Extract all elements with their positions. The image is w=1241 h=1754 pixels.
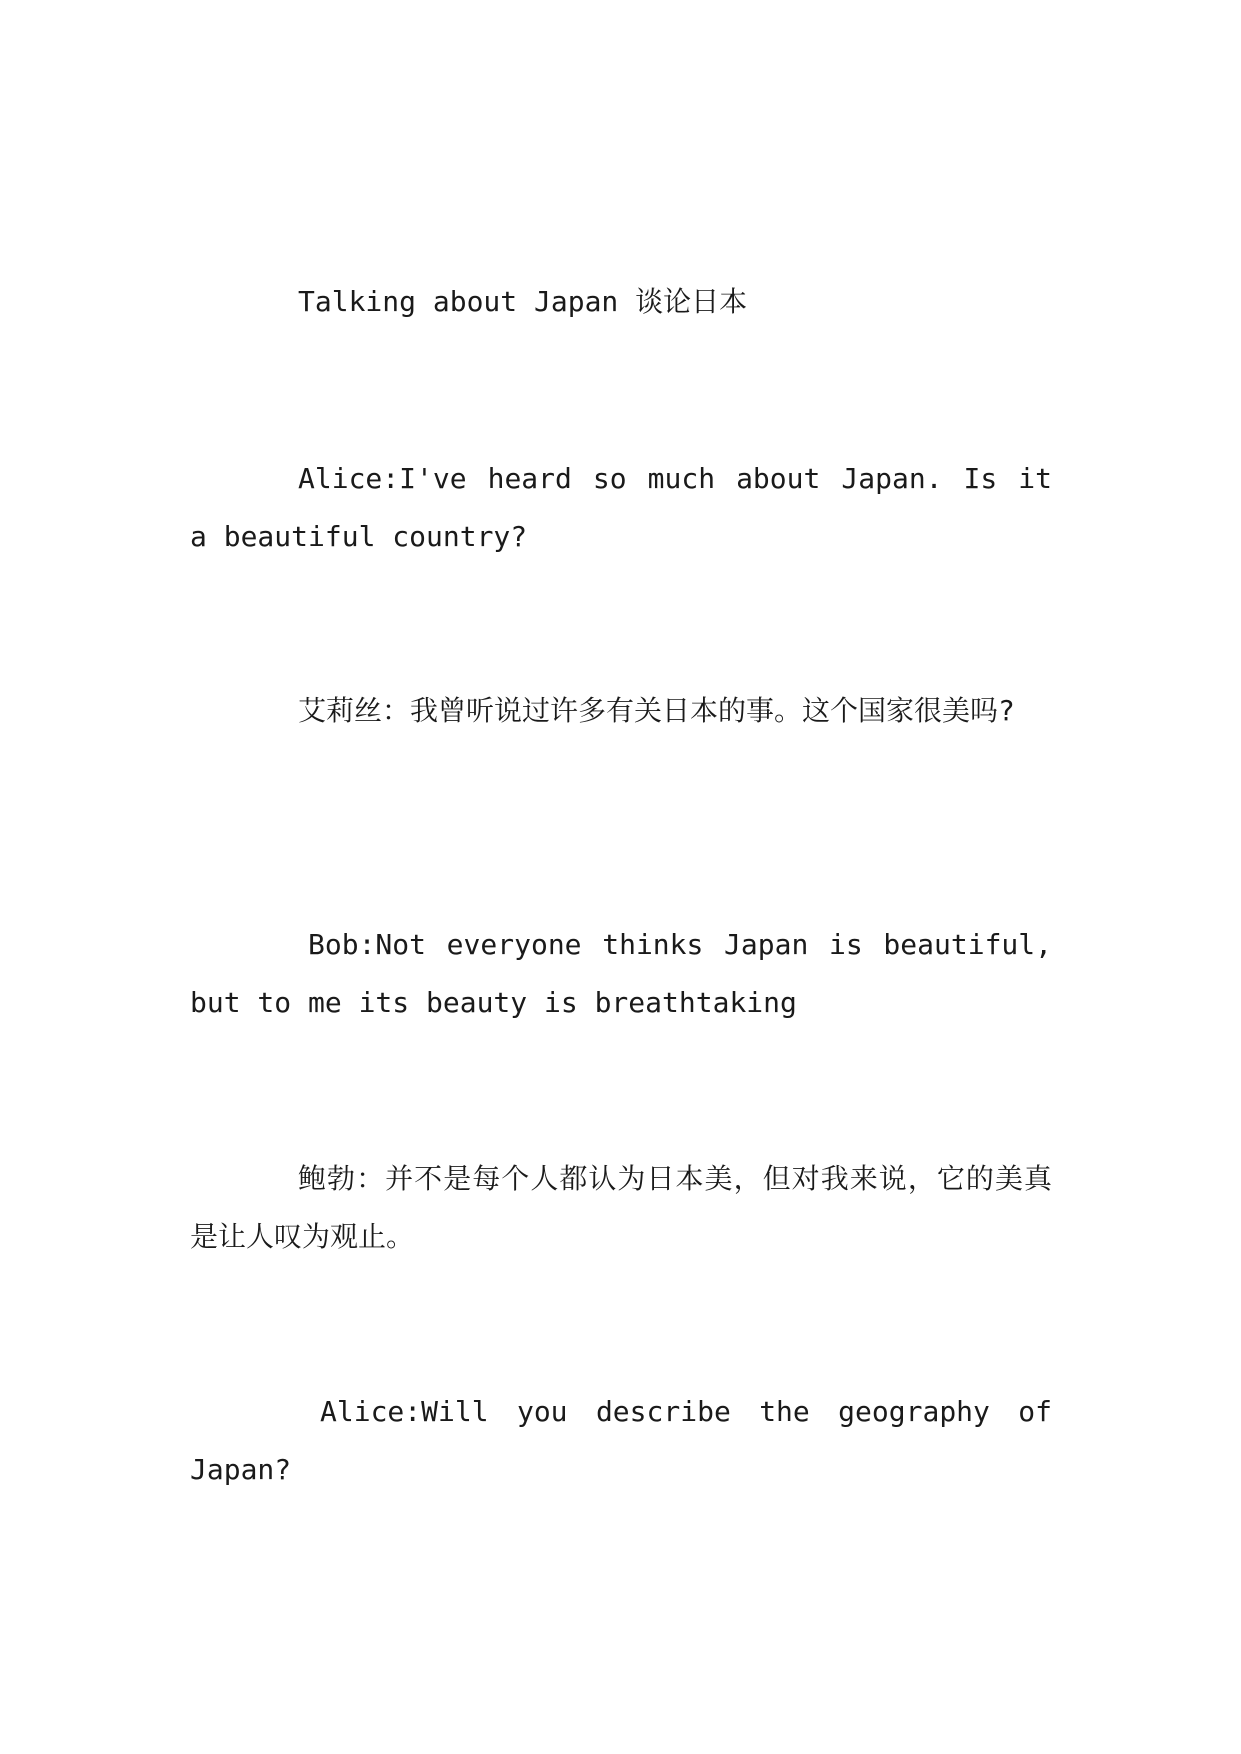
paragraph-alice-question-en: Alice:I've heard so much about Japan. Is it a beautiful country?	[190, 462, 1052, 553]
paragraph-alice-question-zh: 艾莉丝：我曾听说过许多有关日本的事。这个国家很美吗?	[298, 694, 1015, 727]
paragraph-bob-answer-en: Bob:Not everyone thinks Japan is beautiful, but to me its beauty is breathtaking	[190, 928, 1052, 1019]
paragraph-alice-geography-en: Alice:Will you describe the geography of Japan?	[190, 1395, 1052, 1486]
paragraph-bob-answer-zh: 鲍勃：并不是每个人都认为日本美，但对我来说，它的美真是让人叹为观止。	[190, 1162, 1052, 1253]
document-title: Talking about Japan 谈论日本	[298, 285, 748, 318]
